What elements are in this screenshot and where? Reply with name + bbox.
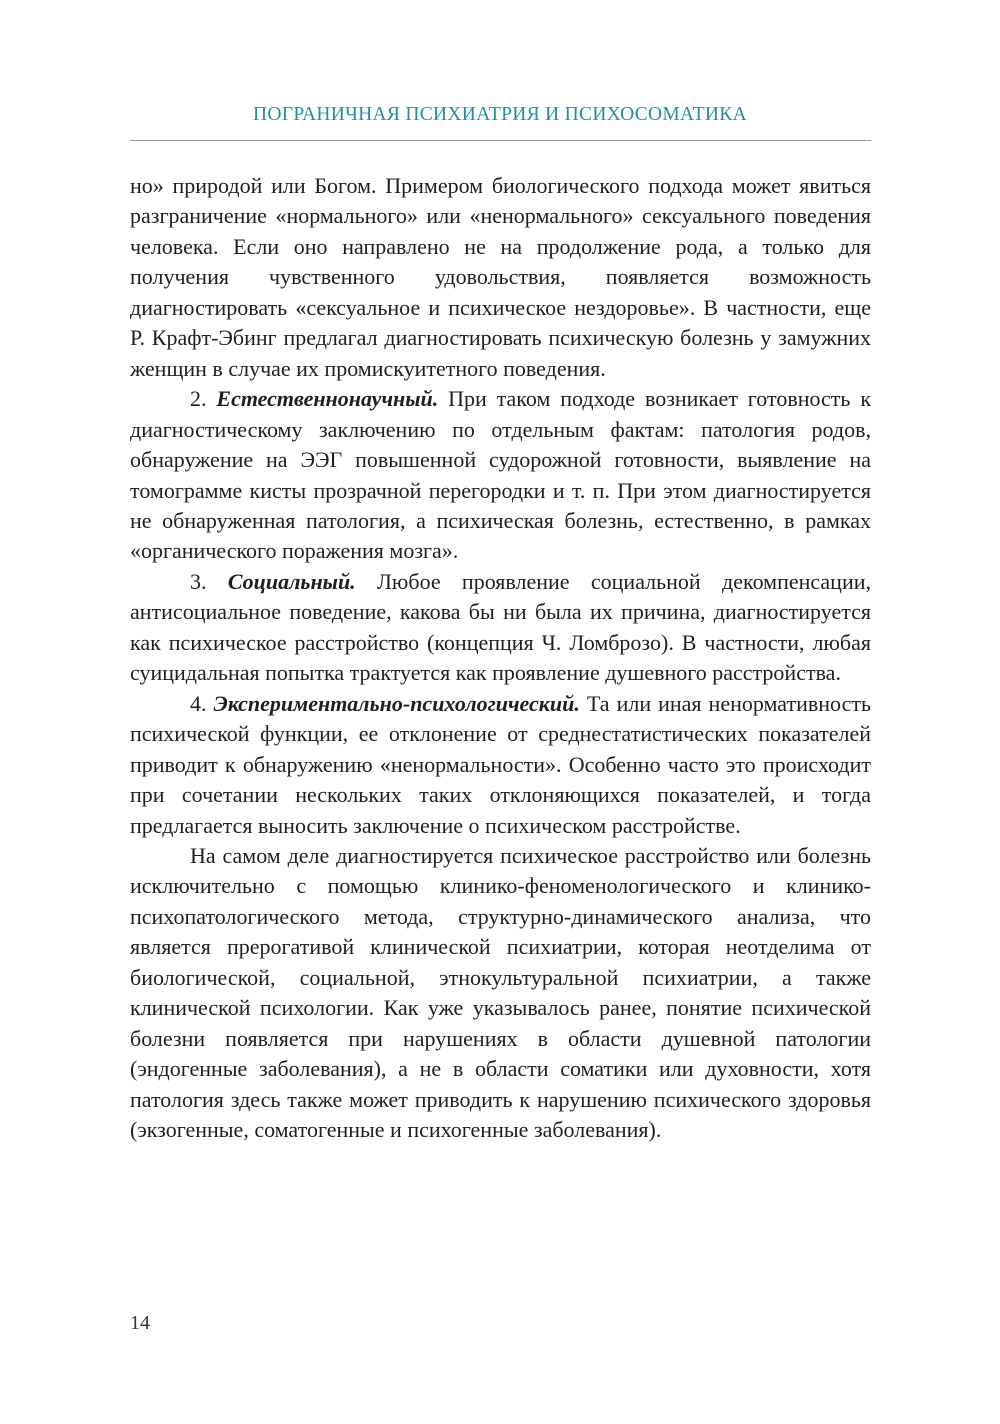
list-item-social <box>130 567 871 689</box>
list-item-term: Экспериментально-психологический. <box>213 690 580 716</box>
list-item-number: 3. <box>190 568 207 594</box>
list-item-number: 4. <box>190 690 207 716</box>
list-item-term: Естественнонаучный. <box>216 386 439 412</box>
list-item-experimental-psychological <box>130 689 871 841</box>
list-item-number: 2. <box>190 386 207 412</box>
list-item-term: Социальный. <box>227 568 356 594</box>
paragraph-conclusion: На самом деле диагностируется психическое расстройство или болезнь исключительно с помощью клинико-феноменологического и клинико-психопатологического метода, структурно-динамического анализа, что является прерогативой клинической психиатрии, которая неотделима от биологической, социальной, этнокультуральной психиатрии, а также клинической психологии. Как уже указывалось ранее, понятие психической болезни появляется при нарушениях в области душевной патологии (эндогенные заболевания), а не в области соматики или духовности, хотя патология здесь также может приводить к нарушению психического здоровья (экзогенные, соматогенные и психогенные заболевания). <box>130 842 871 1143</box>
running-header-title: ПОГРАНИЧНАЯ ПСИХИАТРИЯ И ПСИХОСОМАТИКА <box>253 104 747 125</box>
page-number: 14 <box>130 1312 150 1334</box>
page-body <box>130 171 871 1146</box>
header-divider <box>130 140 871 141</box>
list-item-text: При таком подходе возникает готовность к диагностическому заключению по отдельным фактам: патология родов, обнаружение на ЭЭГ повышенной судорожной готовности, выявление на томограмме кисты прозрачной перегородки и т. п. При этом диагностируется не обнаруженная патология, а психическая болезнь, естественно, в рамках «органического поражения мозга». <box>130 386 872 564</box>
list-item-natural-science <box>130 384 871 567</box>
list-item-text: Та или иная ненормативность психической функции, ее отклонение от среднестатистических показателей приводит к обнаружению «ненормальности». Особенно часто это происходит при сочетании нескольких таких отклоняющихся показателей, и тогда предлагается выносить заключение о психическом расстройстве. <box>130 690 871 838</box>
paragraph-biological-continued: но» природой или Богом. Примером биологического подхода может явиться разграничение «нормального» или «ненормального» сексуального поведения человека. Если оно направлено не на продолжение рода, а только для получения чувственного удовольствия, появляется возможность диагностировать «сексуальное и психическое нездоровье». В частности, еще Р. Крафт-Эбинг предлагал диагностировать психическую болезнь у замужних женщин в случае их промискуитетного поведения. <box>130 173 871 381</box>
list-item-text: Любое проявление социальной декомпенсации, антисоциальное поведение, какова бы ни была их причина, диагностируется как психическое расстройство (концепция Ч. Ломброзо). В частности, любая суицидальная попытка трактуется как проявление душевного расстройства. <box>130 568 871 686</box>
